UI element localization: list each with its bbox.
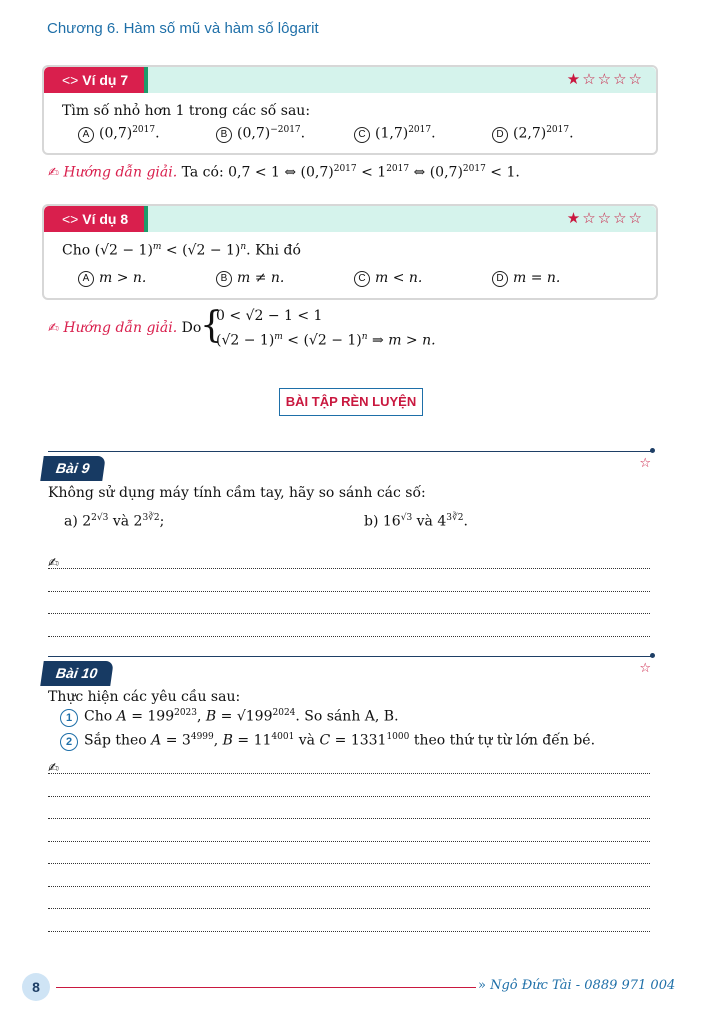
example-8-header <box>44 206 656 232</box>
answer-line[interactable] <box>48 930 650 932</box>
footer-author: » Ngô Đức Tài - 0889 971 004 <box>478 978 676 993</box>
example-8-question: Cho $(√2 - 1)^m < (√2 - 1)^n$. Khi đó <box>62 242 301 259</box>
pencil-icon: ✍ <box>48 761 59 776</box>
bai-9-prompt: Không sử dụng máy tính cầm tay, hãy so sánh các số: <box>48 485 426 501</box>
star-empty-icon: ☆☆☆☆ <box>582 209 644 227</box>
hint-8-line2: $(√2 - 1)^m < (√2 - 1)^n$ ⇒ m > n. <box>216 332 436 349</box>
hint-label: Hướng dẫn giải. <box>63 164 178 181</box>
footer-divider <box>56 987 476 988</box>
bai-9-tab: Bài 9 <box>40 456 106 481</box>
example-8-tag <box>44 206 144 232</box>
star-empty-icon: ☆ <box>639 661 651 676</box>
star-empty-icon: ☆ <box>639 456 651 471</box>
pencil-icon: ✍ <box>48 321 59 336</box>
bai-9-part-b: b) $16^{√3}$ và $4^{3∛2}$. <box>364 513 468 530</box>
answer-line[interactable] <box>48 817 650 819</box>
answer-line[interactable] <box>48 840 650 842</box>
hint-7: ✍ Hướng dẫn giải. Ta có: 0,7 < 1 ⇔ $(0,7)^{2017} < 1^{2017}$ ⇔ $(0,7)^{2017} < 1$. <box>48 164 520 181</box>
difficulty-stars <box>567 70 644 88</box>
hint-8-line1: 0 < √2 − 1 < 1 <box>216 308 323 324</box>
pencil-icon: ✍ <box>48 165 59 181</box>
bai-10-item-2: 2 Sắp theo $A = 3^{4999}$, $B = 11^{4001}$ và $C = 1331^{1000}$ theo thứ tự từ lớn đến bé. <box>60 732 595 751</box>
option-b[interactable]: B $(0,7)^{-2017}$. <box>216 125 305 143</box>
bai-10-prompt: Thực hiện các yêu cầu sau: <box>48 689 241 705</box>
diamond-code-icon: <> <box>62 211 79 227</box>
answer-line[interactable] <box>48 885 650 887</box>
option-b[interactable]: B m ≠ n. <box>216 270 284 287</box>
example-8-label: Ví dụ 8 <box>82 211 129 227</box>
option-a[interactable]: A m > n. <box>78 270 146 287</box>
star-filled-icon: ★ <box>566 70 583 88</box>
hint-8: ✍ Hướng dẫn giải. Do <box>48 320 202 336</box>
option-d[interactable]: D m = n. <box>492 270 560 287</box>
example-7-question: Tìm số nhỏ hơn 1 trong các số sau: <box>62 103 311 119</box>
hint-label: Hướng dẫn giải. <box>63 320 178 336</box>
page-number: 8 <box>22 973 50 1001</box>
pencil-icon: ✍ <box>48 556 59 571</box>
bai-10-item-1: 1 Cho $A = 199^{2023}$, $B = √199^{2024}$. So sánh A, B. <box>60 708 399 727</box>
answer-line[interactable] <box>48 612 650 614</box>
option-d[interactable]: D $(2,7)^{2017}$. <box>492 125 574 143</box>
answer-line[interactable] <box>48 635 650 637</box>
option-c[interactable]: C $(1,7)^{2017}$. <box>354 125 436 143</box>
answer-line[interactable] <box>48 795 650 797</box>
answer-line[interactable] <box>48 772 650 774</box>
system-brace: { <box>200 305 223 346</box>
answer-line[interactable] <box>48 567 650 569</box>
option-a[interactable]: A $(0,7)^{2017}$. <box>78 125 160 143</box>
example-8-box <box>42 204 658 300</box>
bai-10-header <box>40 656 655 686</box>
difficulty-stars <box>567 209 644 227</box>
section-title: BÀI TẬP RÈN LUYỆN <box>279 388 423 416</box>
double-chevron-icon: » <box>478 978 486 993</box>
answer-line[interactable] <box>48 590 650 592</box>
bai-10-tab: Bài 10 <box>40 661 114 686</box>
answer-line[interactable] <box>48 862 650 864</box>
chapter-title: Chương 6. Hàm số mũ và hàm số lôgarit <box>47 20 319 37</box>
option-c[interactable]: C m < n. <box>354 270 422 287</box>
bai-9-header <box>40 451 655 481</box>
example-7-box <box>42 65 658 155</box>
bai-9-part-a: a) $2^{2√3}$ và $2^{3∛2}$; <box>64 513 165 530</box>
example-7-label: Ví dụ 7 <box>82 72 129 88</box>
star-empty-icon: ☆☆☆☆ <box>582 70 644 88</box>
star-filled-icon: ★ <box>566 209 583 227</box>
answer-line[interactable] <box>48 907 650 909</box>
diamond-code-icon: <> <box>62 72 79 88</box>
example-7-header <box>44 67 656 93</box>
example-7-tag <box>44 67 144 93</box>
